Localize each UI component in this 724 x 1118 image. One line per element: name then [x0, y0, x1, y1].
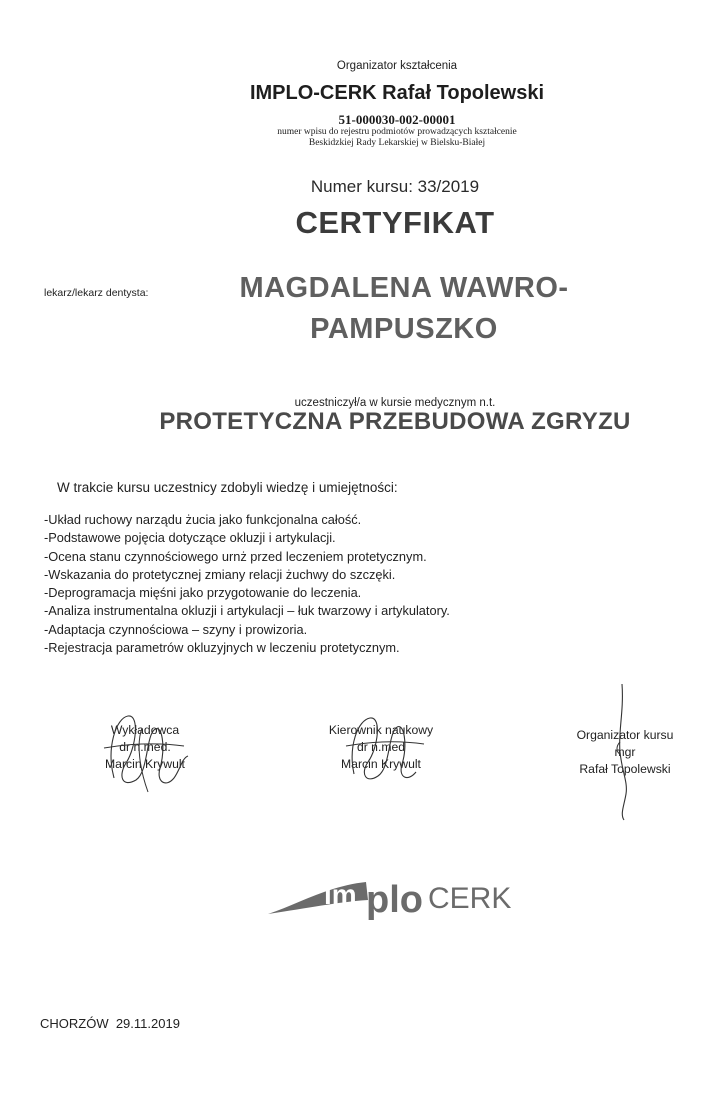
signature-role: Wykładowca [110, 723, 180, 737]
skill-item: -Adaptacja czynnościowa – szyny i prowizoria. [44, 621, 308, 637]
signature-course-organizer [545, 727, 705, 778]
skill-item: -Podstawowe pojęcia dotyczące okluzji i artykulacji. [44, 530, 336, 546]
skills-list [44, 511, 450, 657]
skill-item: -Analiza instrumentalna okluzji i artykulacji – łuk twarzowy i artykulatory. [44, 603, 450, 619]
skill-item: -Deprogramacja mięśni jako przygotowanie do leczenia. [44, 585, 362, 601]
signature-name: Marcin Krywult [341, 757, 421, 771]
participation-text: uczestniczył/a w kursie medycznym n.t. [294, 397, 496, 409]
implo-cerk-logo [268, 864, 528, 920]
skill-item: -Układ ruchowy narządu żucia jako funkcjonalna całość. [44, 512, 362, 527]
recipient-label: lekarz/lekarz dentysta: [44, 287, 149, 299]
organizer-label: Organizator kształcenia [336, 60, 458, 72]
logo-text-cerk: CERK [428, 882, 512, 915]
organizer-name: IMPLO-CERK Rafał Topolewski [249, 82, 545, 104]
recipient-name [176, 268, 632, 350]
place-and-date: CHORZÓW 29.11.2019 [40, 1016, 180, 1031]
logo-text-plo: plo [366, 879, 423, 920]
signature-role: Kierownik naukowy [328, 723, 434, 737]
signature-title: dr n.med [356, 740, 406, 754]
course-title: PROTETYCZNA PRZEBUDOWA ZGRYZU [159, 408, 631, 435]
signature-role: Organizator kursu [576, 728, 674, 742]
registry-number: 51-000030-002-00001 [338, 112, 456, 127]
signature-name: Marcin Krywult [105, 757, 185, 771]
course-number: Numer kursu: 33/2019 [310, 177, 480, 196]
skill-item: -Ocena stanu czynnościowego urnż przed leczeniem protetycznym. [44, 548, 427, 564]
registry-description-line-2: Beskidzkiej Rady Lekarskiej w Bielsku-Białej [308, 138, 486, 148]
signature-name: Rafał Topolewski [579, 762, 671, 776]
skill-item: -Wskazania do protetycznej zmiany relacji żuchwy do szczęki. [44, 566, 396, 582]
signature-title: mgr [614, 745, 636, 759]
signature-title: dr n.med. [119, 740, 171, 754]
recipient-name-line-2: PAMPUSZKO [310, 313, 498, 345]
signature-scientific-head [306, 722, 456, 773]
skill-item: -Rejestracja parametrów okluzyjnych w leczeniu protetycznym. [44, 640, 400, 656]
signature-lecturer [60, 722, 230, 773]
registry-description [0, 127, 724, 149]
logo-text-im: im [324, 879, 357, 910]
registry-description-line-1: numer wpisu do rejestru podmiotów prowadzących kształcenie [277, 127, 517, 137]
recipient-name-line-1: MAGDALENA WAWRO- [239, 272, 569, 304]
skills-intro: W trakcie kursu uczestnicy zdobyli wiedzę i umiejętności: [57, 480, 398, 495]
certificate-title: CERTYFIKAT [295, 205, 495, 240]
